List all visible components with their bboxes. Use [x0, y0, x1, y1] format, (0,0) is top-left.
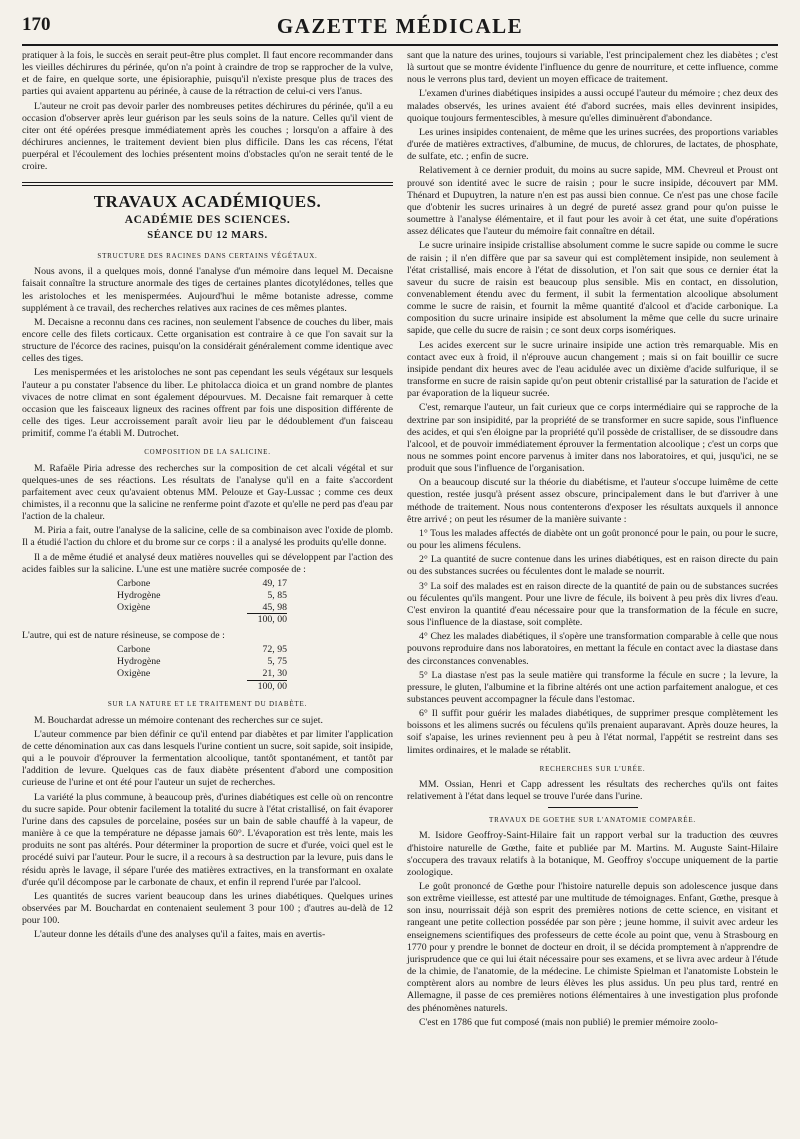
element-name: Carbone [117, 577, 151, 589]
paragraph: M. Isidore Geoffroy-Saint-Hilaire fait un rapport verbal sur la traduction des œuvres d'histoire naturelle de Gœthe, faite et publiée par M. Martins. M. Auguste Saint-Hilaire s'occupera des travaux relatifs à la botanique, M. Geoffroy s'occupe uniquement de la partie zoologique. [407, 830, 778, 878]
list-item: 1° Tous les malades affectés de diabète ont un goût prononcé pour le pain, ou pour le sucre, ou pour les alimens féculens. [407, 527, 778, 552]
paragraph: L'auteur donne les détails d'une des analyses qu'il a faites, mais en avertis- [34, 929, 326, 941]
table-row [117, 602, 287, 614]
total-value: 100, 00 [247, 614, 287, 626]
table-row [117, 578, 287, 590]
list-item: 3° La soif des malades est en raison directe de la quantité de pain ou de substances sucrées ou féculentes qu'ils mangent. Pour une livre de fécule, ils boivent à peu près dix livres d'eau. C'est environ la quantité d'eau nécessaire pour que la transformation de la fécule en sucre, sous l'influence de la diastase, soit complète. [407, 580, 778, 629]
paragraph: pratiquer à la fois, le succès en serait peut-être plus complet. Il faut encore recommander dans les vieilles déchirures du périnée, qu'on n'a point à craindre de trop se rapprocher de la vulve, et de faire, en quelque sorte, une épisioraphie, puisqu'il n'existe presque plus de traces des parties qui avaient appartenu au périnée, à cause de la rétraction de celui-ci vers l'anus. [22, 50, 393, 98]
element-value: 5, 75 [267, 656, 287, 668]
article-heading-racines: STRUCTURE DES RACINES DANS CERTAINS VÉGÉTAUX. [97, 252, 318, 261]
paragraph: Le goût prononcé de Gœthe pour l'histoire naturelle depuis son adolescence jusque dans son extrême vieillesse, est attesté par une multitude de témoignages. Enfant, Gœthe, presque à son insu, nourrissait déjà son esprit des premières notions de cette science, en visitant et rangeant une petite collection possédée par son père ; jeune homme, il suivit avec ardeur les enseignemens scientifiques des professeurs de cette école au point que, venu à Strasbourg en 1770 pour y prendre le bonnet de docteur en droit, il se décida promptement à n'apprendre de jurisprudence que ce qui lui était nécessaire pour ses examens, et se livra avec ardeur à l'étude de la chimie, de l'anatomie, de la médecine. Le chimiste Spielman et l'anatomiste Lobstein le comptèrent alors au nombre de leurs élèves les plus assidus. Un peu plus tard, rentré en Allemagne, il passe de ces premières notions élémentaires à une investigation plus profonde des phénomènes naturels. [407, 881, 778, 1014]
left-column [22, 50, 393, 1031]
paragraph: M. Decaisne a reconnu dans ces racines, non seulement l'absence de couches du liber, mais encore celle des filets corticaux. Cette organisation est contraire à ce que l'on savait sur la structure de l'écorce des racines, puisqu'on la considérait généralement comme identique avec celles des tiges. [22, 316, 393, 365]
right-column [407, 50, 778, 1031]
article-heading-diabete: SUR LA NATURE ET LE TRAITEMENT DU DIABÈTE. [107, 700, 308, 709]
paragraph: L'autre, qui est de nature résineuse, se compose de : [22, 630, 225, 642]
paragraph: Les menispermées et les aristoloches ne sont pas cependant les seuls végétaux sur lesquels l'auteur a pu constater l'absence du liber. Le phitolacca dioica et un grand nombre de plantes vivaces de notre climat en sont également dépourvues. M. Decaisne fait remarquer à cette occasion que les faisceaux ligneux des racines offrent par fois une disposition différente de celle des tiges. Leur accroissement paraît avoir lieu par le dédoublement d'un faisceau primitif, comme l'a établi M. Dutrochet. [22, 367, 393, 440]
paragraph: Les quantités de sucres varient beaucoup dans les urines diabétiques. Quelques urines observées par M. Bouchardat en contenaient seulement 3 pour 100 ; d'autres au-delà de 12 pour 100. [22, 890, 393, 927]
paragraph: L'auteur ne croit pas devoir parler des nombreuses petites déchirures du périnée, qu'il a eu occasion d'observer après leur guérison par les seuls soins de la nature. Celles qu'il vient de citer ont été opérées presque immédiatement après les couches ; lorsqu'on a affaire à des déchirures anciennes, le traitement devient bien plus difficile. Dans les cas récens, l'état puerpéral et l'écoulement des lochies présentent moins d'obstacles qu'on ne serait tenté de le croire. [22, 100, 393, 173]
element-name: Hydrogène [117, 656, 161, 668]
paragraph: Les urines insipides contenaient, de même que les urines sucrées, des proportions variables d'urée de matières extractives, d'albumine, de mucus, de chlorures, de lactates, de phosphate, de sulfate, etc. ; enfin de sucre. [407, 126, 778, 163]
academy-heading: ACADÉMIE DES SCIENCES. [124, 213, 291, 226]
page-number: 170 [22, 14, 51, 35]
paragraph: MM. Ossian, Henri et Capp adressent les résultats des recherches qu'ils ont faites relativement à l'état dans lequel se trouve l'urée dans l'urine. [407, 778, 778, 803]
element-value: 49, 17 [262, 577, 287, 589]
table-row [117, 644, 287, 656]
section-divider [22, 182, 393, 186]
paragraph: Le sucre urinaire insipide cristallise absolument comme le sucre sapide ou comme le sucre de raisin ; il n'en diffère que par sa saveur qui est complètement insipide, non seulement à l'état cristallisé, mais encore à l'état de dissolution, et l'on sait que sous ce dernier état la saveur du sucre de raisin est beaucoup plus sensible. Mis en contact, en dissolution, convenablement étendu avec du ferment, il subit la fermentation alcoolique absolument comme le sucre de raisin, et fournit la même quantité d'alcool et d'acide carbonique. La composition du sucre urinaire insipide est absolument la même que celle du sucre urinaire sapide, que celle du sucre de raisin ; ce sont deux corps isomériques. [407, 240, 778, 337]
element-name: Oxigène [117, 601, 151, 613]
paragraph: sant que la nature des urines, toujours si variable, l'est principalement chez les diabètes ; c'est là surtout que se montre évidente l'influence du genre de nourriture, et cette influence, comme nous le verrons plus tard, devient un moyen efficace de traitement. [407, 50, 778, 86]
list-item: 6° Il suffit pour guérir les malades diabétiques, de supprimer presque complètement les boissons et les alimens sucrés ou féculens qu'ils prenaient auparavant. Après douze heures, la soif s'apaise, les urines reviennent peu à peu à l'état normal, l'appétit se restreint dans ses limites ordinaires, et le malade se rétablit. [407, 708, 778, 756]
element-value: 21, 30 [262, 667, 287, 679]
table-row [117, 590, 287, 602]
paragraph: C'est, remarque l'auteur, un fait curieux que ce corps intermédiaire qui se rapproche de la dextrine par son insipidité, par la propriété de se transformer en sucre sapide, sous l'influence des acides, et qui s'en éloigne par la propriété qu'il possède de cristalliser, de se dissoudre dans l'alcool, et de pouvoir immédiatement éprouver la fermentation alcoolique ; c'est un corps que nous ne sommes point encore parvenus à imiter dans nos laboratoires, et qui, jusqu'ici, ne se produit que sous l'influence de l'organisation. [407, 402, 778, 475]
article-heading-uree: RECHERCHES SUR L'URÉE. [539, 764, 646, 773]
list-item: 2° La quantité de sucre contenue dans les urines diabétiques, est en raison directe du pain ou des substances sucrées ou féculentes dont le malade se nourrit. [407, 554, 778, 578]
short-rule [548, 807, 638, 808]
seance-heading: SÉANCE DU 12 MARS. [147, 229, 268, 241]
paragraph: L'auteur commence par bien définir ce qu'il entend par diabètes et par limiter l'application de cette dénomination aux cas dans lesquels l'urine contient un sucre, soit sapide, soit insipide, qui a le pouvoir d'éprouver la fermentation alcoolique, tantôt spontanément, et tantôt par l'addition de levure. Quelques cas de faux diabète présentent d'abord une composition curieuse de l'urine et ont été pour l'auteur un sujet de recherches. [22, 728, 393, 789]
element-value: 72, 95 [262, 644, 287, 656]
composition-table-resineuse [117, 644, 287, 692]
element-name: Oxigène [117, 668, 151, 680]
paragraph: C'est en 1786 que fut composé (mais non publié) le premier mémoire zoolo- [419, 1016, 718, 1028]
table-row [117, 668, 287, 680]
article-heading-salicine: COMPOSITION DE LA SALICINE. [144, 448, 271, 457]
numbered-conclusions [407, 528, 778, 757]
list-item: 4° Chez les malades diabétiques, il s'opère une transformation comparable à celle que nous pouvons reproduire dans nos laboratoires, en mettant la fécule en contact avec la diastase dans des circonstances convenables. [407, 631, 778, 667]
composition-table-sucree [117, 578, 287, 626]
section-title: TRAVAUX ACADÉMIQUES. [93, 191, 322, 211]
paragraph: La variété la plus commune, à beaucoup près, d'urines diabétiques est celle où on rencontre du sucre sapide. Pour obtenir facilement la totalité du sucre à l'état cristallisé, on fait évaporer l'urine dans des capsules de porcelaine, posées sur un bain de sable chauffé à la vapeur, de manière à ce que la température ne dépasse jamais 60°. L'évaporation est très lente, mais les produits ne sont pas altérés. Pour déterminer la proportion de sucre et d'urée, voici quel est le procédé suivi par l'auteur. Pour le sucre, il a recours à sa destruction par la levure, puis dans le résidu après le lavage, il sépare l'urée des matières extractives, en la transformant en oxalate d'urée qu'il décompose par le carbonate de chaux, et enfin il reprend l'urée par l'alcool. [22, 791, 393, 888]
paragraph: L'examen d'urines diabétiques insipides a aussi occupé l'auteur du mémoire ; chez deux des malades observés, les urines avaient été d'abord sucrées, mais elles devinrent insipides, quoique toujours fermentescibles, à mesure qu'elles diminuèrent d'abondance. [407, 88, 778, 124]
paragraph: M. Bouchardat adresse un mémoire contenant des recherches sur ce sujet. [34, 714, 323, 726]
paragraph: Relativement à ce dernier produit, du moins au sucre sapide, MM. Chevreul et Proust ont prouvé son identité avec le sucre de raisin ; pour le sucre insipide, découvert par MM. Thénard et Dupuytren, la nature n'en est pas aussi bien connue. Ce n'est pas une chose facile que d'obtenir les sucres urinaires à un degré de pureté assez grand pour qu'on puisse le soumettre à l'analyse élémentaire, et il faut pour les avoir à cet état, une suite d'opérations assez délicates que l'auteur du mémoire fait connaître en détail. [407, 165, 778, 238]
table-row [117, 656, 287, 668]
paragraph: Il a de même étudié et analysé deux matières nouvelles qui se développent par l'action des acides faibles sur la salicine. L'une est une matière sucrée composée de : [22, 551, 393, 575]
paragraph: M. Piria a fait, outre l'analyse de la salicine, celle de sa combinaison avec l'oxide de plomb. Il a étudié l'action du chlore et du brome sur ce corps : il a analysé les produits qu'elle donne. [22, 525, 393, 549]
article-heading-goethe: TRAVAUX DE GOETHE SUR L'ANATOMIE COMPARÉE. [489, 816, 696, 825]
list-item: 5° La diastase n'est pas la seule matière qui transforme la fécule en sucre ; la levure, la pressure, le gluten, l'albumine et la fibrine altérés ont une action parfaitement analogue, et ces substances peuvent accompagner la fécule dans l'estomac. [407, 669, 778, 705]
paragraph: Nous avons, il a quelques mois, donné l'analyse d'un mémoire dans lequel M. Decaisne faisait connaître la structure anormale des tiges de certaines plantes dicotylédones, telles que les aristoloches et les menispermées. Aujourd'hui le même botaniste adresse, comme supplément à ce travail, des recherches relatives aux racines de ces mêmes plantes. [22, 266, 393, 314]
element-name: Hydrogène [117, 589, 161, 601]
paragraph: M. Rafaële Piria adresse des recherches sur la composition de cet alcali végétal et sur quelques-unes de ses réactions. Les résultats de l'analyse qu'il en a faite s'accordent parfaitement avec ceux qu'avaient obtenus MM. Pelouze et Gay-Lussac ; comme ces deux chimistes, il a reconnu que la salicine ne renferme point d'azote et qu'elle ne perd pas d'eau par l'action de la chaleur. [22, 462, 393, 523]
element-value: 45, 98 [262, 601, 287, 613]
journal-title: GAZETTE MÉDICALE [276, 14, 524, 38]
total-value: 100, 00 [247, 680, 287, 692]
element-value: 5, 85 [267, 589, 287, 601]
table-total-row [117, 680, 287, 692]
paragraph: Les acides exercent sur le sucre urinaire insipide une action très remarquable. Mis en contact avec eux à froid, il n'éprouve aucun changement ; mais si on fait bouillir ce sucre insipide pendant dix heures avec de l'eau acidulée avec un dixième d'acide sulfurique, il se transforme en sucre de raisin sapide qu'on peut obtenir cristallisé par la saturation de l'acide et par évaporation de la liqueur sucrée. [407, 339, 778, 400]
element-name: Carbone [117, 644, 151, 656]
table-total-row [117, 614, 287, 626]
paragraph: On a beaucoup discuté sur la théorie du diabétisme, et l'auteur s'occupe luimême de cette question, restée jusqu'à présent assez obscure, principalement dans le but d'arriver à une méthode de traitement. Nous nous contenterons d'exposer les résultats auxquels il annonce être arrivé ; on peut les résumer de la manière suivante : [407, 477, 778, 525]
page-header [22, 14, 778, 46]
